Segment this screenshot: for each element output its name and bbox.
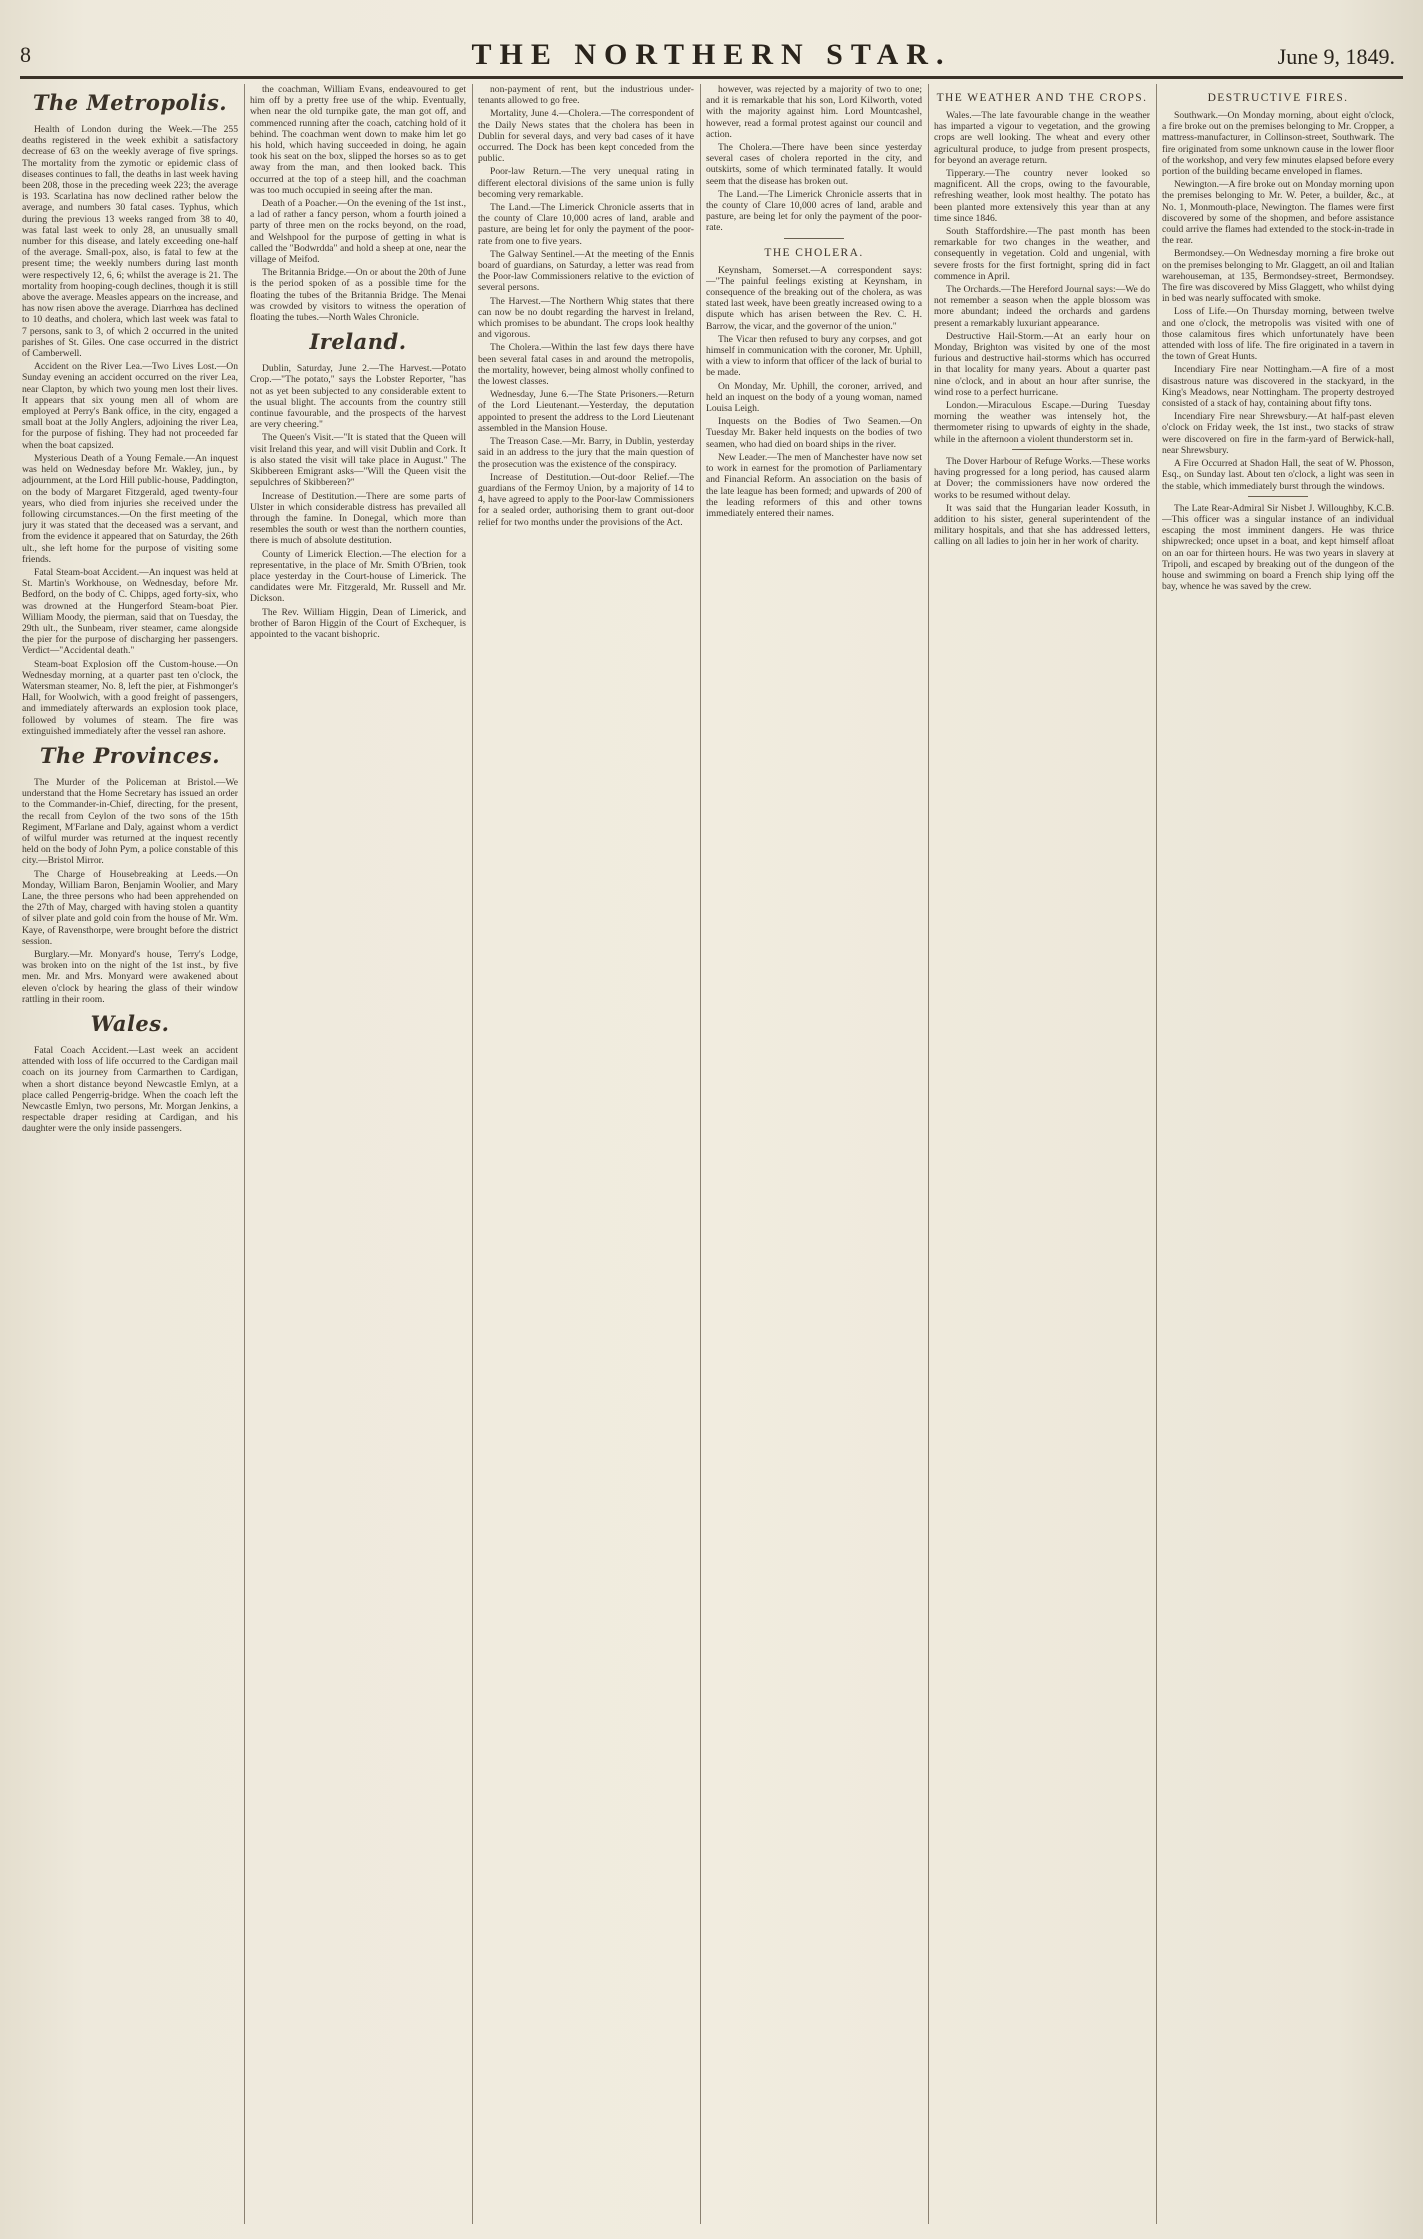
article-paragraph: Destructive Hail-Storm.—At an early hour on Monday, Brighton was visited by one of the most furious and destructive hail-storms which has occurred in that locality for many years. About a quarter past nine o'clock, and in about an hour after sunrise, the wind rose to a perfect hurricane. — [934, 330, 1150, 398]
column-3 — [478, 84, 694, 2224]
section-heading-provinces: The Provinces. — [39, 742, 221, 768]
article-paragraph: New Leader.—The men of Manchester have now set to work in earnest for the promotion of Parliamentary and Financial Reform. An association on the basis of the late league has been formed; and upwards of 200 of the leading reformers of this and other towns immediately entered their names. — [706, 451, 922, 519]
section-heading-destructive-fires: DESTRUCTIVE FIRES. — [1207, 92, 1349, 104]
section-divider — [1012, 449, 1072, 450]
newspaper-title: THE NORTHERN STAR. — [471, 38, 952, 71]
section-heading-ireland: Ireland. — [309, 329, 407, 355]
column-1 — [22, 84, 238, 2224]
article-paragraph: London.—Miraculous Escape.—During Tuesday morning the weather was intensely hot, the thermometer rising to upwards of eighty in the shade, while in the afternoon a violent thunderstorm set in. — [934, 400, 1150, 445]
article-paragraph: Death of a Poacher.—On the evening of the 1st inst., a lad of rather a fancy person, whom a fourth joined a party of three men on the rocks beyond, on the road, and Welshpool for the purpose of getting in what is called the "Bodwrdda" and hold a sheep at one, near the village of Meifod. — [250, 198, 466, 266]
column-5 — [934, 84, 1150, 2224]
article-paragraph: the coachman, William Evans, endeavoured to get him off by a pretty free use of the whip. Eventually, when near the old turnpike gate, the man got off, and commenced running after the coach, catching hold of it behind. The coachman went down to make him let go his hold, which having succeeded in doing, he again took his seat on the box, slipped the horses so as to get away from the man, and then looked back. This occurred at the top of a steep hill, and the coachman was too much occupied in seeing after the man. — [250, 84, 466, 196]
article-paragraph: Health of London during the Week.—The 255 deaths registered in the week exhibit a satisfactory decrease of 63 on the weekly average of five springs. The mortality from the zymotic or epidemic class of diseases continues to fall, the deaths in last week having been 208, those in the preceding week 223; the average is 193. Scarlatina has now declined rather below the average, and numbers 30 fatal cases. Typhus, which during the previous 13 weeks ranged from 38 to 40, was fatal last week to only 28, an unusually small number for this disease, and lately exceeding one-half of the average. Small-pox, also, is fatal to few at the present time; the weekly numbers during last month were respectively 12, 6, 6; whilst the average is 21. The mortality from hooping-cough declines, though it is still above the average. Measles appears on the increase, and has now risen above the average. Diarrhœa has declined to 10 deaths, and cholera, which last week was fatal to 7 persons, sank to 3, of which 2 occurred in the united parishes of St. Giles. One case occurred in the district of Camberwell. — [22, 124, 238, 360]
article-paragraph: The Land.—The Limerick Chronicle asserts that in the county of Clare 10,000 acres of land, arable and pasture, are being let for only the payment of the poor-rate from one to five years. — [478, 202, 694, 247]
article-paragraph: The Murder of the Policeman at Bristol.—We understand that the Home Secretary has issued an order to the Commander-in-Chief, directing, for the present, the recall from Ceylon of the two sons of the 15th Regiment, M'Farlane and Daly, against whom a verdict of wilful murder was returned at the inquest recently held on the body of John Pym, a police constable of this city.—Bristol Mirror. — [22, 776, 238, 867]
article-paragraph: The Galway Sentinel.—At the meeting of the Ennis board of guardians, on Saturday, a letter was read from the Poor-law Commissioners relative to the eviction of several persons. — [478, 248, 694, 294]
article-paragraph: however, was rejected by a majority of two to one; and it is remarkable that his son, Lord Kilworth, voted with the majority against him. Lord Mountcashel, however, read a formal protest against our council and action. — [706, 84, 922, 140]
article-paragraph: Burglary.—Mr. Monyard's house, Terry's Lodge, was broken into on the night of the 1st inst., by five men. Mr. and Mrs. Monyard were awakened about eleven o'clock by hearing the glass of their window rattling in their room. — [22, 949, 238, 1005]
article-paragraph: Loss of Life.—On Thursday morning, between twelve and one o'clock, the metropolis was visited with one of those calamitous fires which unfortunately have been attended with loss of life. The fire originated in a tavern in the town of Great Hunts. — [1162, 306, 1394, 363]
column-2 — [250, 84, 466, 2224]
article-paragraph: Poor-law Return.—The very unequal rating in different electoral divisions of the same union is fully becoming very remarkable. — [478, 166, 694, 200]
article-paragraph: The Cholera.—Within the last few days there have been several fatal cases in and around the metropolis, the mortality, however, being almost wholly confined to the lowest classes. — [478, 342, 694, 388]
article-paragraph: Fatal Coach Accident.—Last week an accident attended with loss of life occurred to the Cardigan mail coach on its journey from Carmarthen to Cardigan, when a short distance beyond Newcastle Emlyn, at a place called Pengerrig-bridge. When the coach left the Newcastle Emlyn, two persons, Mr. Morgan Jenkins, a respectable draper residing at Cardigan, and his daughter were the only inside passengers. — [22, 1045, 238, 1135]
article-paragraph: The Orchards.—The Hereford Journal says:—We do not remember a season when the apple blossom was more abundant; indeed the orchards and gardens present a remarkably luxuriant appearance. — [934, 284, 1150, 329]
page-number: 8 — [20, 42, 31, 67]
article-paragraph: Inquests on the Bodies of Two Seamen.—On Tuesday Mr. Baker held inquests on the bodies of two seamen, who had died on board ships in the river. — [706, 416, 922, 450]
article-paragraph: The Treason Case.—Mr. Barry, in Dublin, yesterday said in an address to the jury that the main question of the prosecution was the existence of the conspiracy. — [478, 436, 694, 470]
article-paragraph: Newington.—A fire broke out on Monday morning upon the premises belonging to Mr. W. Peter, a builder, &c., at No. 1, Monmouth-place, Newington. The flames were first discovered by some of the shopmen, and before assistance could arrive the flames had extended to the stock-in-trade in the rear. — [1162, 179, 1394, 247]
article-paragraph: Dublin, Saturday, June 2.—The Harvest.—Potato Crop.—"The potato," says the Lobster Reporter, "has not as yet been subjected to any considerable extent to the usual blight. The accounts from the country still continue favourable, and the prospects of the harvest are very cheering." — [250, 363, 466, 431]
article-paragraph: Incendiary Fire near Shrewsbury.—At half-past eleven o'clock on Friday week, the 1st inst., two stacks of straw were discovered on fire in the farm-yard of Berwick-hall, near Shrewsbury. — [1162, 411, 1394, 456]
article-paragraph: Mysterious Death of a Young Female.—An inquest was held on Wednesday before Mr. Wakley, jun., by adjournment, at the Lord Hill public-house, Paddington, on the body of Margaret Fitzgerald, aged twenty-four years, who died from injuries she received under the following circumstances.—On the first meeting of the jury it was stated that the deceased was a servant, and from the evidence it appeared that on Saturday, the 26th ult., she left home for the purpose of visiting some friends. — [22, 452, 238, 565]
article-paragraph: The Land.—The Limerick Chronicle asserts that in the county of Clare 10,000 acres of land, arable and pasture, are being let for only the payment of the poor-rate. — [706, 188, 922, 234]
article-paragraph: The Vicar then refused to bury any corpses, and got himself in communication with the coroner, Mr. Uphill, with a view to inform that officer of the lack of burial to be made. — [706, 333, 922, 379]
article-paragraph: On Monday, Mr. Uphill, the coroner, arrived, and held an inquest on the body of a young woman, named Louisa Leigh. — [706, 380, 922, 415]
article-paragraph: Keynsham, Somerset.—A correspondent says:—"The painful feelings existing at Keynsham, in consequence of the breaking out of the cholera, as was stated last week, have been greatly increased owing to a dispute which has arisen between the Rev. C. H. Barrow, the vicar, and the governor of the union." — [706, 264, 922, 332]
article-paragraph: Incendiary Fire near Nottingham.—A fire of a most disastrous nature was discovered in the stackyard, in the King's Meadows, near Nottingham. The property destroyed consisted of a stack of hay, containing about fifty tons. — [1162, 364, 1394, 410]
masthead — [20, 38, 1403, 72]
article-paragraph: Wales.—The late favourable change in the weather has imparted a vigour to vegetation, and the growing crops are well looking. The wheat and every other agricultural produce, to judge from present prospects, for beyond an average return. — [934, 110, 1150, 166]
article-paragraph: Steam-boat Explosion off the Custom-house.—On Wednesday morning, at a quarter past ten o'clock, the Watersman steamer, No. 8, left the pier, at Fishmonger's Hall, for Woolwich, with a good freight of passengers, and immediately afterwards an explosion took place, followed by volumes of steam. The fire was extinguished immediately after the vessel ran ashore. — [22, 658, 238, 737]
article-paragraph: A Fire Occurred at Shadon Hall, the seat of W. Phosson, Esq., on Sunday last. About ten o'clock, a light was seen in the stable, which immediately burst through the windows. — [1162, 458, 1394, 492]
column-divider — [928, 84, 929, 2224]
article-paragraph: The Dover Harbour of Refuge Works.—These works having progressed for a long period, has caused alarm at Dover; the commissioners have now ordered the works to be resumed without delay. — [934, 455, 1150, 501]
article-paragraph: Mortality, June 4.—Cholera.—The correspondent of the Daily News states that the cholera has been in Dublin for several days, and very bad cases of it have occurred. The Dock has been kept conceded from the public. — [478, 108, 694, 165]
column-6 — [1162, 84, 1394, 2224]
column-4 — [706, 84, 922, 2224]
article-paragraph: County of Limerick Election.—The election for a representative, in the place of Mr. Smith O'Brien, took place yesterday in the Court-house of Limerick. The candidates were Mr. Fitzgerald, Mr. Russell and Mr. Dickson. — [250, 548, 466, 605]
article-paragraph: The Britannia Bridge.—On or about the 20th of June is the period spoken of as a possible time for the floating the tubes of the Britannia Bridge. The Menai was crowded by visitors to witness the operation of floating the tubes.—North Wales Chronicle. — [250, 267, 466, 324]
column-divider — [472, 84, 473, 2224]
article-paragraph: Increase of Destitution.—Out-door Relief.—The guardians of the Fermoy Union, by a majority of 14 to 4, have agreed to apply to the Poor-law Commissioners for a sealed order, authorising them to grant out-door relief for two months under the provisions of the Act. — [478, 471, 694, 528]
column-divider — [244, 84, 245, 2224]
article-paragraph: The Rev. William Higgin, Dean of Limerick, and brother of Baron Higgin of the Court of Exchequer, is appointed to the vacant bishopric. — [250, 606, 466, 640]
article-paragraph: Accident on the River Lea.—Two Lives Lost.—On Sunday evening an accident occurred on the river Lea, near Clapton, by which two young men lost their lives. It appears that six young men all of whom are employed at Perry's Bank office, in the city, engaged a small boat at the Jolly Anglers, adjoining the river Lea, for the purpose of fishing. They had not proceeded far when the boat capsized. — [22, 361, 238, 451]
article-paragraph: Fatal Steam-boat Accident.—An inquest was held at St. Martin's Workhouse, on Wednesday, before Mr. Bedford, on the body of C. Chipps, aged forty-six, who was drowned at the Hungerford Steam-boat Pier. William Moody, the pierman, said that on Tuesday, the 29th ult., the Sunbeam, river steamer, came alongside the pier for the purpose of discharging her passengers. Verdict—"Accidental death." — [22, 566, 238, 657]
section-heading-weather-crops: THE WEATHER AND THE CROPS. — [936, 92, 1148, 104]
issue-date: June 9, 1849. — [1277, 44, 1395, 69]
article-paragraph: The Late Rear-Admiral Sir Nisbet J. Willoughby, K.C.B.—This officer was a singular instance of an individual escaping the most imminent dangers. He was thrice shipwrecked; once upset in a boat, and kept himself afloat on an oar for thirteen hours. He was two years in slavery at Tripoli, and escaped by breaking out of the dungeon of the house and swimming on board a French ship lying off the bay, whence he was saved by the crew. — [1162, 502, 1394, 593]
article-paragraph: The Queen's Visit.—"It is stated that the Queen will visit Ireland this year, and will visit Dublin and Cork. It is also stated the visit will take place in August." The Skibbereen Emigrant asks—"Will the Queen visit the sepulchres of Skibbereen?" — [250, 432, 466, 489]
article-paragraph: Increase of Destitution.—There are some parts of Ulster in which considerable distress has prevailed all through the famine. In Donegal, which more than resembles the south or west than the northern counties, there is much of absolute destitution. — [250, 490, 466, 547]
masthead-rule — [20, 76, 1403, 79]
article-paragraph: Tipperary.—The country never looked so magnificent. All the crops, owing to the favourable, refreshing weather, look most healthy. The potato has been planted more extensively this year than at any time since 1846. — [934, 168, 1150, 224]
article-paragraph: Wednesday, June 6.—The State Prisoners.—Return of the Lord Lieutenant.—Yesterday, the deputation appointed to present the address to the Lord Lieutenant assembled in the Mansion House. — [478, 389, 694, 434]
section-divider — [784, 238, 844, 239]
article-paragraph: The Cholera.—There have been since yesterday several cases of cholera reported in the city, and outskirts, some of which terminated fatally. It would seem that the disease has broken out. — [706, 142, 922, 187]
column-divider — [1156, 84, 1157, 2224]
section-heading-wales: Wales. — [90, 1011, 170, 1037]
article-paragraph: non-payment of rent, but the industrious under-tenants allowed to go free. — [478, 84, 694, 107]
article-paragraph: Bermondsey.—On Wednesday morning a fire broke out on the premises belonging to Mr. Glaggett, an oil and Italian warehouseman, at 135, Bermondsey-street, Bermondsey. The fire was discovered by Miss Glaggett, who whilst dying in bed was nearly suffocated with smoke. — [1162, 248, 1394, 305]
article-paragraph: Southwark.—On Monday morning, about eight o'clock, a fire broke out on the premises belonging to Mr. Cropper, a mattress-manufacturer, in Collinson-street, Southwark. The fire originated from some unknown cause in the lower floor of the workshop, and very few minutes elapsed before every portion of the building became enveloped in flames. — [1162, 110, 1394, 178]
column-divider — [700, 84, 701, 2224]
article-paragraph: The Harvest.—The Northern Whig states that there can now be no doubt regarding the harvest in Ireland, which promises to be abundant. The crops look healthy and vigorous. — [478, 295, 694, 341]
section-heading-cholera: THE CHOLERA. — [764, 246, 864, 259]
article-paragraph: South Staffordshire.—The past month has been remarkable for two changes in the weather, and consequently in vegetation. Cold and ungenial, with severe frosts for the first fortnight, spring did in fact commence in April. — [934, 226, 1150, 282]
article-paragraph: The Charge of Housebreaking at Leeds.—On Monday, William Baron, Benjamin Woolier, and Mary Lane, the three persons who had been apprehended on the 27th of May, charged with having stolen a quantity of silver plate and gold coin from the house of Mr. Wm. Kaye, of Ravensthorpe, were brought before the district session. — [22, 868, 238, 947]
section-divider — [1248, 496, 1308, 497]
article-paragraph: It was said that the Hungarian leader Kossuth, in addition to his sister, general superintendent of the military hospitals, and that she has addressed letters, calling on all ladies to join her in her work of charity. — [934, 502, 1150, 548]
section-heading-metropolis: The Metropolis. — [32, 90, 228, 115]
